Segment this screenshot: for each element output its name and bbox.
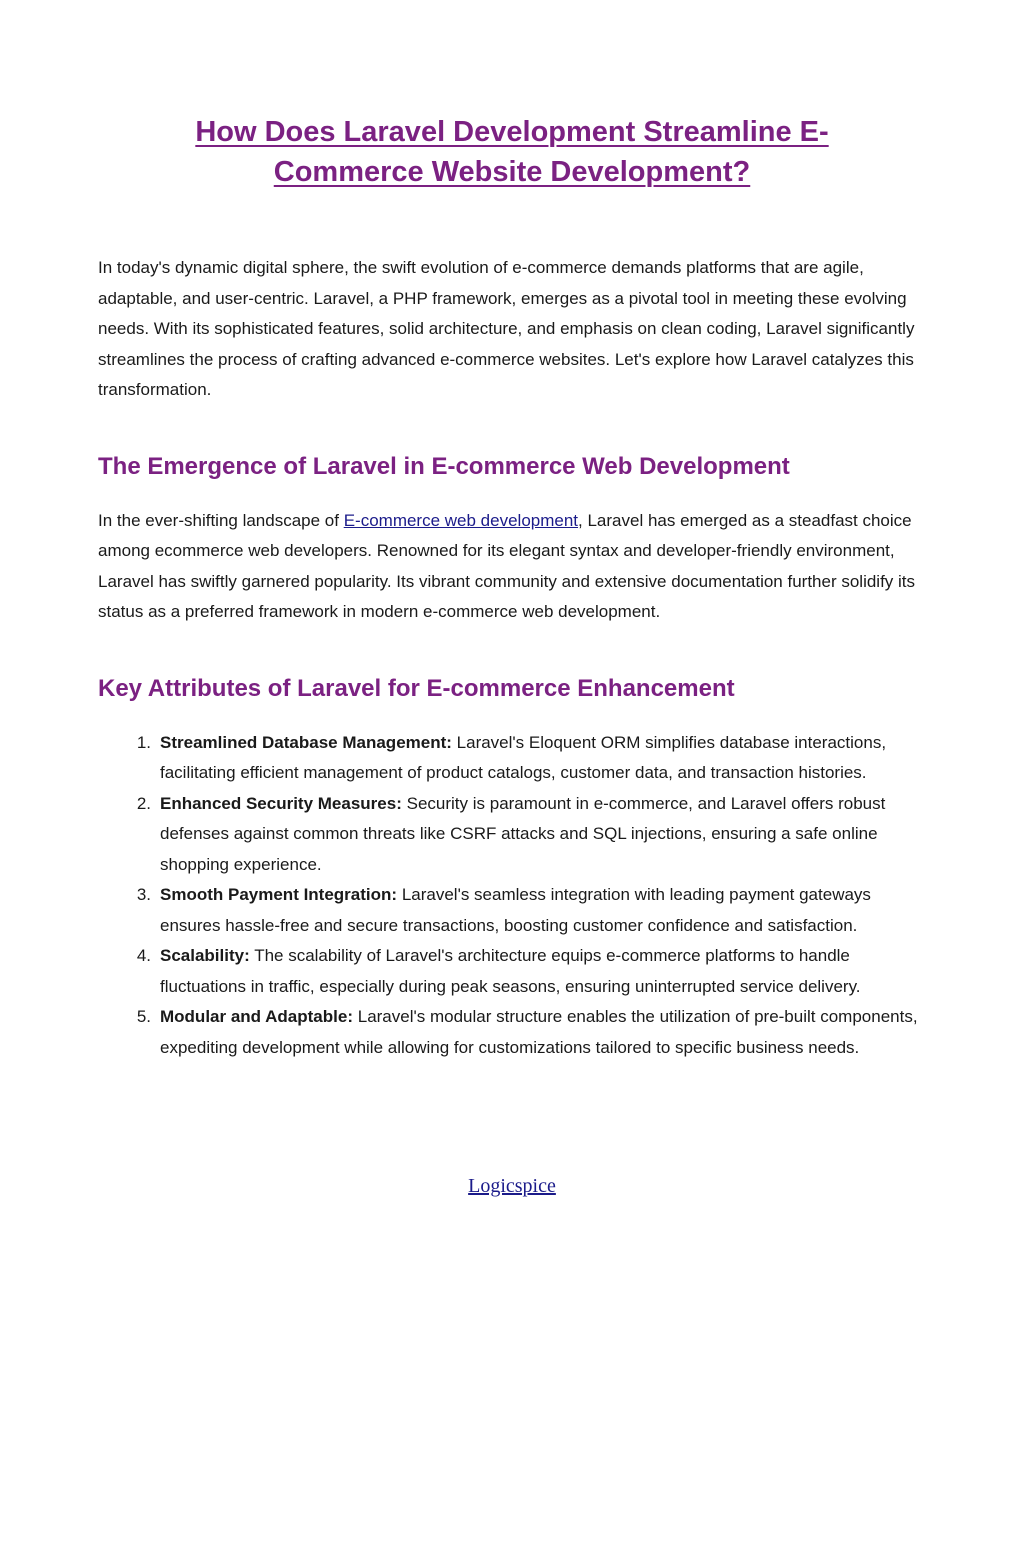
emergence-paragraph xyxy=(98,506,926,628)
page-title-line1: How Does Laravel Development Streamline E- xyxy=(195,116,829,148)
list-item-streamlined-database-management xyxy=(98,728,926,789)
list-item-enhanced-security-measures xyxy=(98,789,926,881)
list-item-text xyxy=(160,1002,926,1063)
list-item-modular-and-adaptable xyxy=(98,1002,926,1063)
ecommerce-web-development-link[interactable]: E-commerce web development xyxy=(343,510,579,530)
list-item-label: Scalability: xyxy=(160,946,250,965)
section-heading-emergence: The Emergence of Laravel in E-commerce Web Development xyxy=(98,452,790,480)
list-number: 5. xyxy=(136,1007,151,1026)
list-item-body: The scalability of Laravel's architecture equips e-commerce platforms to handle fluctuations in traffic, especially during peak seasons, ensuring uninterrupted service delivery. xyxy=(160,946,861,996)
list-item-label: Modular and Adaptable: xyxy=(160,1007,353,1026)
list-number: 3. xyxy=(136,885,151,904)
list-number: 1. xyxy=(136,732,151,752)
list-item-scalability xyxy=(98,941,926,1002)
list-item-text xyxy=(160,880,926,941)
page-title xyxy=(98,112,926,192)
list-item-text xyxy=(160,789,926,881)
list-item-body: Laravel's seamless integration with leading payment gateways ensures hassle-free and secure transactions, boosting customer confidence and satisfaction. xyxy=(160,885,871,935)
page-title-line2: Commerce Website Development? xyxy=(273,156,751,188)
emergence-text-before-link: In the ever-shifting landscape of xyxy=(98,510,344,530)
list-number: 2. xyxy=(136,793,151,813)
list-item-label: Smooth Payment Integration: xyxy=(160,885,398,904)
list-item-body: Laravel's Eloquent ORM simplifies database interactions, facilitating efficient management of product catalogs, customer data, and transaction histories. xyxy=(160,732,887,782)
intro-paragraph: In today's dynamic digital sphere, the swift evolution of e-commerce demands platforms that are agile, adaptable, and user-centric. Laravel, a PHP framework, emerges as a pivotal tool in meeting these evolving needs. With its sophisticated features, solid architecture, and emphasis on clean coding, Laravel significantly streamlines the process of crafting advanced e-commerce websites. Let's explore how Laravel catalyzes this transformation. xyxy=(98,258,915,399)
logicspice-link[interactable]: Logicspice xyxy=(468,1175,556,1197)
list-item-text xyxy=(160,941,926,1002)
list-item-body: Laravel's modular structure enables the utilization of pre-built components, expediting development while allowing for customizations tailored to specific business needs. xyxy=(160,1007,918,1057)
document-page xyxy=(0,112,1024,1198)
section-heading-attributes: Key Attributes of Laravel for E-commerce Enhancement xyxy=(98,674,735,702)
list-item-smooth-payment-integration xyxy=(98,880,926,941)
list-item-body: Security is paramount in e-commerce, and Laravel offers robust defenses against common threats like CSRF attacks and SQL injections, ensuring a safe online shopping experience. xyxy=(160,793,886,874)
list-item-label: Streamlined Database Management: xyxy=(160,732,452,752)
list-item-text xyxy=(160,728,926,789)
list-item-label: Enhanced Security Measures: xyxy=(160,793,402,813)
list-number: 4. xyxy=(136,946,151,965)
emergence-text-after-link: , Laravel has emerged as a steadfast choice among ecommerce web developers. Renowned for its elegant syntax and developer-friendly environment, Laravel has swiftly garnered popularity. Its vibrant community and extensive documentation further solidify its status as a preferred framework in modern e-commerce web development. xyxy=(98,510,916,621)
footer xyxy=(98,1175,926,1198)
attributes-list xyxy=(98,728,926,1064)
